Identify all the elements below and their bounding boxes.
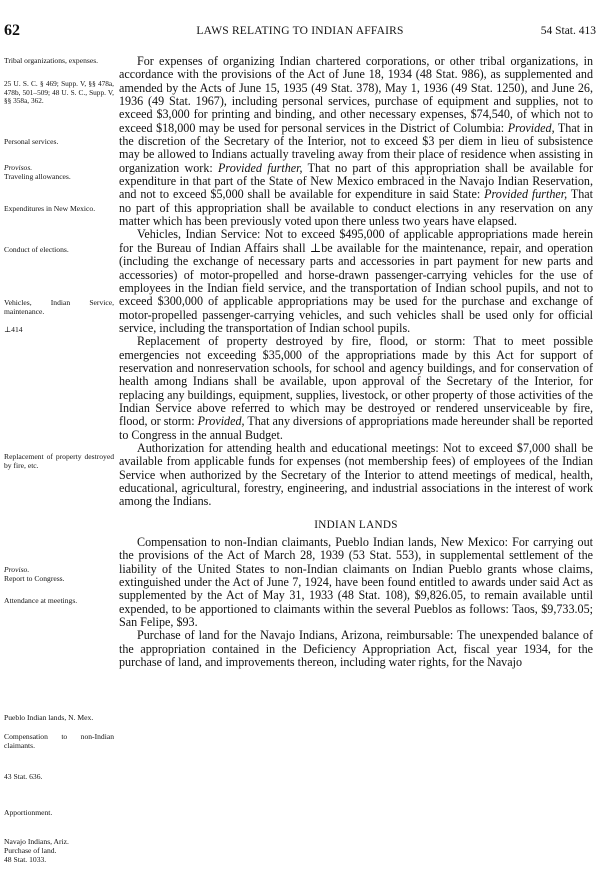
margin-note: Proviso. [4, 565, 30, 574]
margin-note: 43 Stat. 636. [4, 772, 43, 781]
page-number: 62 [4, 22, 20, 39]
margin-notes [4, 0, 114, 896]
margin-note: Tribal organizations, expenses. [4, 56, 99, 65]
section-heading: INDIAN LANDS [314, 518, 398, 531]
paragraph-replacement-property: Replacement of property destroyed by fire, flood, or storm: That to meet possible emergencies not exceeding $35,000 of the appropriations made by this Act for support of reservation and nonreservation schools, for school and agency buildings, and for conservation of health among Indians shall be available, upon approval of the Secretary of the Interior, for replacing any buildings, equipment, supplies, livestock, or other property of those activities of the Indian Service above referred to which may be destroyed or rendered unserviceable by fire, flood, or storm: Provided, That any diversions of appropriations made hereunder shall be reported to Congress in the annual Budget. [119, 334, 593, 442]
paragraph-pueblo-compensation: Compensation to non-Indian claimants, Pueblo Indian lands, New Mexico: For carrying out the provisions of the Act of March 28, 1939 (53 Stat. 553), in supplemental settlement of the liability of the United States to non-Indian claimants on Indian Pueblo grants whose claims, extinguished under the Act of June 7, 1924, have been found entitled to awards under said Act as supplemented by the Act of May 31, 1933 (48 Stat. 108), $9,826.05, to remain available until expended, to be apportioned to claimants within the several Pueblos as follows: Taos, $9,733.05; San Felipe, $93. [119, 535, 593, 630]
margin-note: Pueblo Indian lands, N. Mex. [4, 713, 94, 722]
margin-note: Traveling allowances. [4, 172, 71, 181]
margin-note: Vehicles, Indian Service, maintenance. [4, 298, 114, 316]
margin-note: Report to Congress. [4, 574, 65, 583]
header-title: LAWS RELATING TO INDIAN AFFAIRS [196, 25, 404, 37]
margin-note: Personal services. [4, 137, 59, 146]
paragraph-tribal-organizations: For expenses of organizing Indian chartered corporations, or other tribal organizations, in accordance with the provisions of the Act of June 18, 1934 (48 Stat. 986), as supplemented and amended by the Acts of June 15, 1935 (49 Stat. 378), May 1, 1936 (49 Stat. 1250), and June 26, 1936 (49 Stat. 1967), including personal services, purchase of equipment and supplies, not to exceed $3,000 for printing and binding, and other necessary expenses, $74,540, of which not to exceed $18,000 may be used for personal services in the District of Columbia: Provided, That in the discretion of the Secretary of the Interior, not to exceed $3 per diem in lieu of subsistence may be allowed to Indians actually traveling away from their place of residence when assisting in organization work: Provided further, That no part of this appropriation shall be available for expenditure in that part of the State of New Mexico embraced in the Navajo Indian Reservation, and not to exceed $5,000 shall be available for expenditure in said State: Provided further, That no part of this appropriation shall be available to conduct elections in any reservation on any matter which has been previously voted upon there unless two years have elapsed. [119, 54, 593, 229]
margin-note: Conduct of elections. [4, 245, 69, 254]
body-text [119, 55, 593, 669]
statute-reference: 54 Stat. 413 [540, 25, 596, 37]
margin-note: Apportionment. [4, 808, 53, 817]
paragraph-vehicles: Vehicles, Indian Service: Not to exceed $495,000 of applicable appropriations made herein for the Bureau of Indian Affairs shall ⊥be available for the maintenance, repair, and operation (including the exchange of necessary parts and accessories in part payment for new parts and accessories) of motor-propelled and horse-drawn passenger-carrying vehicles for the use of employees in the Indian field service, and the transportation of Indian school pupils, and not to exceed $300,000 of applicable appropriations may be used for the purchase and exchange of motor-propelled passenger-carrying vehicles, and such vehicles shall be used only for official service, including the transportation of Indian school pupils. [119, 227, 593, 335]
paragraph-navajo-land: Purchase of land for the Navajo Indians, Arizona, reimbursable: The unexpended balance of the appropriation contained in the Deficiency Appropriation Act, fiscal year 1934, for the purchase of land, and improvements thereon, including water rights, for the Navajo [119, 628, 593, 670]
margin-note: 48 Stat. 1033. [4, 855, 47, 864]
margin-note: Replacement of property destroyed by fire, etc. [4, 452, 114, 470]
margin-note: Compensation to non-Indian claimants. [4, 732, 114, 750]
margin-note: Purchase of land. [4, 846, 57, 855]
margin-note: Navajo Indians, Ariz. [4, 837, 69, 846]
margin-note: Provisos. [4, 163, 33, 172]
margin-note: Attendance at meetings. [4, 596, 78, 605]
paragraph-attendance-meetings: Authorization for attending health and educational meetings: Not to exceed $7,000 shall be available from applicable funds for expenses (not membership fees) of employees of the Indian Service when authorized by the Secretary of the Interior to attend meetings of medical, health, educational, agricultural, forestry, engineering, and industrial associations in the interest of work among the Indians. [119, 440, 593, 509]
margin-note: 25 U. S. C. § 469; Supp. V, §§ 478a, 478b, 501–509; 48 U. S. C., Supp. V, §§ 358a, 362. [4, 79, 114, 106]
margin-note: ⊥414 [4, 325, 23, 334]
margin-note: Expenditures in New Mexico. [4, 204, 96, 213]
